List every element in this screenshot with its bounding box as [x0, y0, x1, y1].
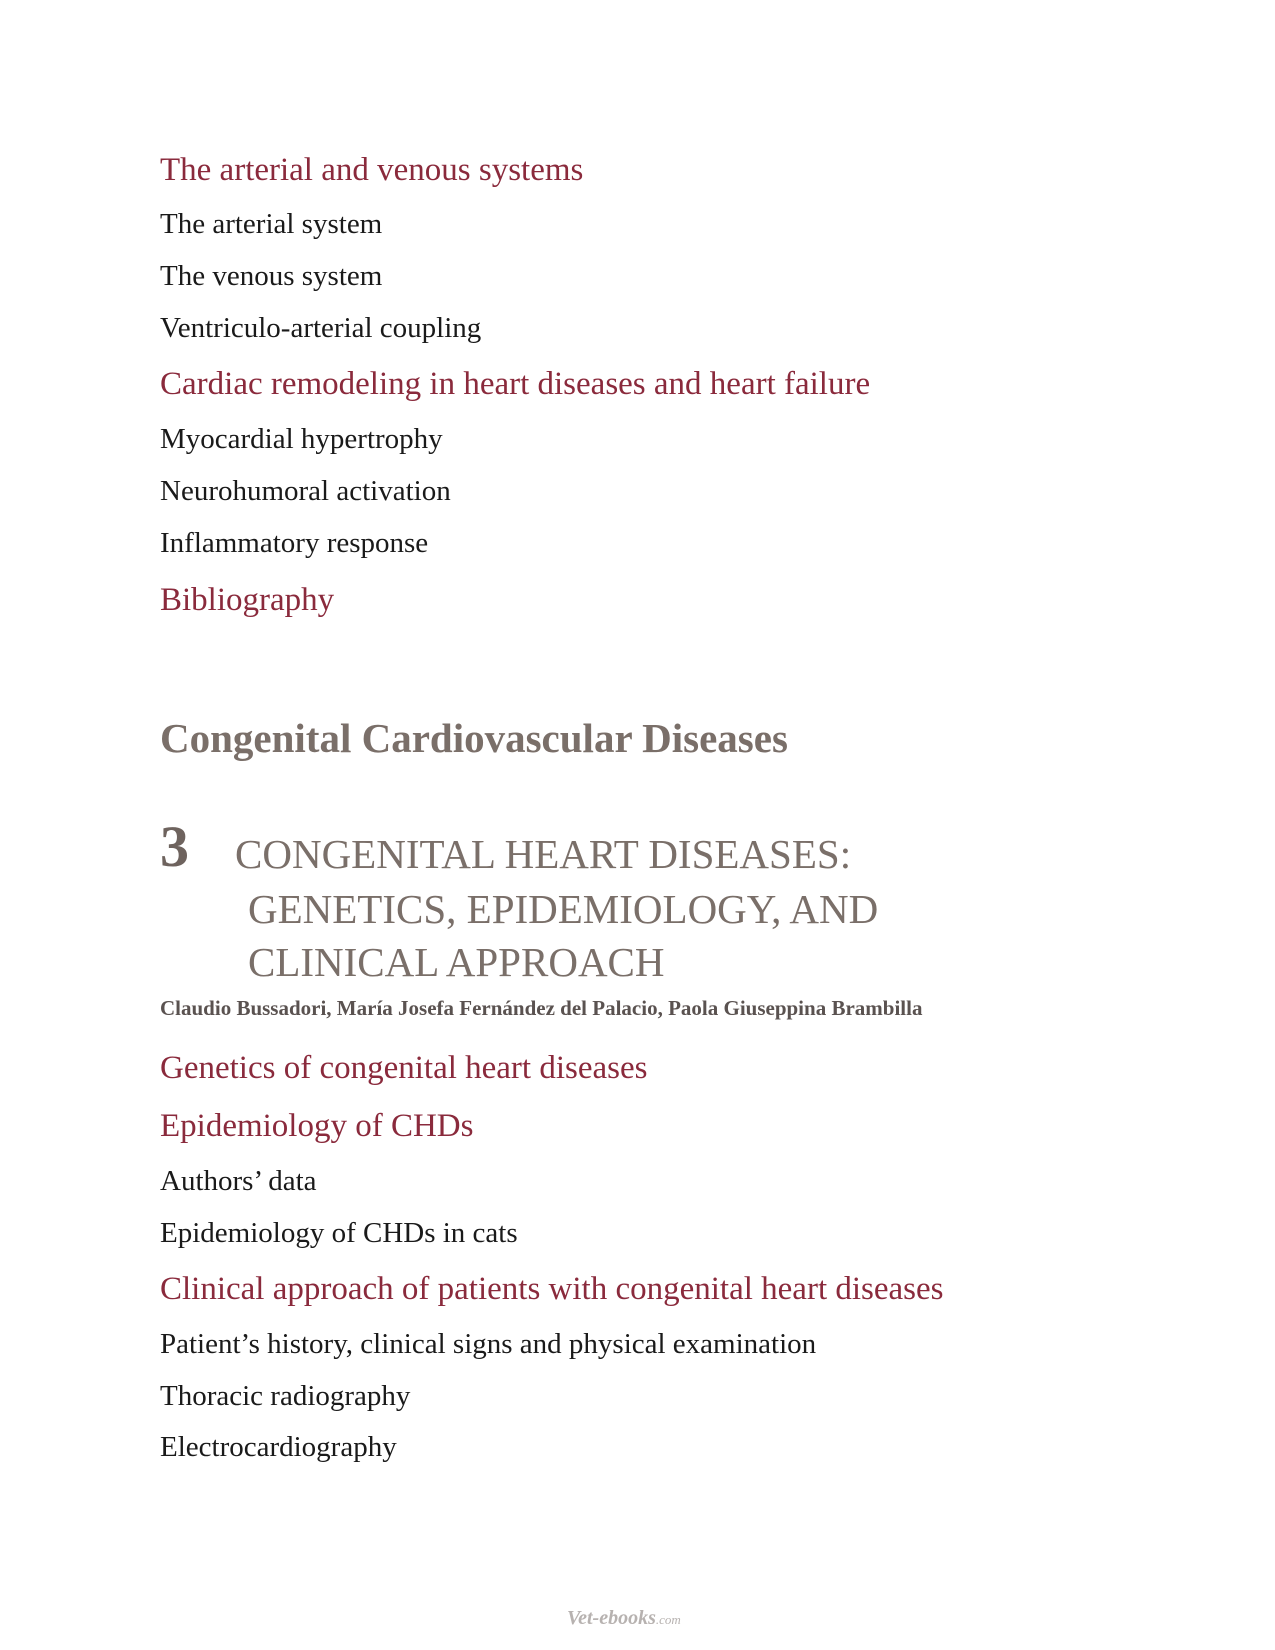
part-title: Congenital Cardiovascular Diseases — [160, 715, 788, 761]
toc-item-neurohumoral-activation[interactable]: Neurohumoral activation — [160, 475, 451, 507]
toc-section-cardiac-remodeling[interactable]: Cardiac remodeling in heart diseases and heart failure — [160, 366, 871, 402]
toc-section-arterial-venous-systems[interactable]: The arterial and venous systems — [160, 152, 584, 188]
toc-item-inflammatory-response[interactable]: Inflammatory response — [160, 527, 429, 559]
toc-item-patient-history[interactable]: Patient’s history, clinical signs and physical examination — [160, 1328, 817, 1360]
watermark-logo — [567, 1608, 681, 1628]
chapter-authors: Claudio Bussadori, María Josefa Fernández del Palacio, Paola Giuseppina Brambilla — [160, 996, 923, 1020]
toc-item-thoracic-radiography[interactable]: Thoracic radiography — [160, 1380, 411, 1412]
watermark-suffix: .com — [655, 1612, 681, 1627]
toc-item-myocardial-hypertrophy[interactable]: Myocardial hypertrophy — [160, 423, 443, 455]
toc-item-venous-system[interactable]: The venous system — [160, 260, 383, 292]
toc-item-arterial-system[interactable]: The arterial system — [160, 208, 383, 240]
toc-section-bibliography[interactable]: Bibliography — [160, 582, 335, 618]
toc-section-epidemiology[interactable]: Epidemiology of CHDs — [160, 1108, 474, 1144]
toc-item-authors-data[interactable]: Authors’ data — [160, 1165, 317, 1197]
chapter-title-line-2[interactable]: GENETICS, EPIDEMIOLOGY, AND — [248, 886, 879, 932]
toc-item-ventriculo-arterial-coupling[interactable]: Ventriculo-arterial coupling — [160, 312, 482, 344]
toc-section-genetics[interactable]: Genetics of congenital heart diseases — [160, 1050, 648, 1086]
toc-section-clinical-approach[interactable]: Clinical approach of patients with congenital heart diseases — [160, 1271, 944, 1307]
toc-item-electrocardiography[interactable]: Electrocardiography — [160, 1431, 397, 1463]
chapter-title-line-3[interactable]: CLINICAL APPROACH — [248, 939, 665, 985]
chapter-title-line-1[interactable]: CONGENITAL HEART DISEASES: — [235, 831, 852, 877]
chapter-number: 3 — [160, 814, 189, 879]
watermark-main: Vet-ebooks — [567, 1607, 656, 1629]
toc-item-epidemiology-cats[interactable]: Epidemiology of CHDs in cats — [160, 1217, 518, 1249]
